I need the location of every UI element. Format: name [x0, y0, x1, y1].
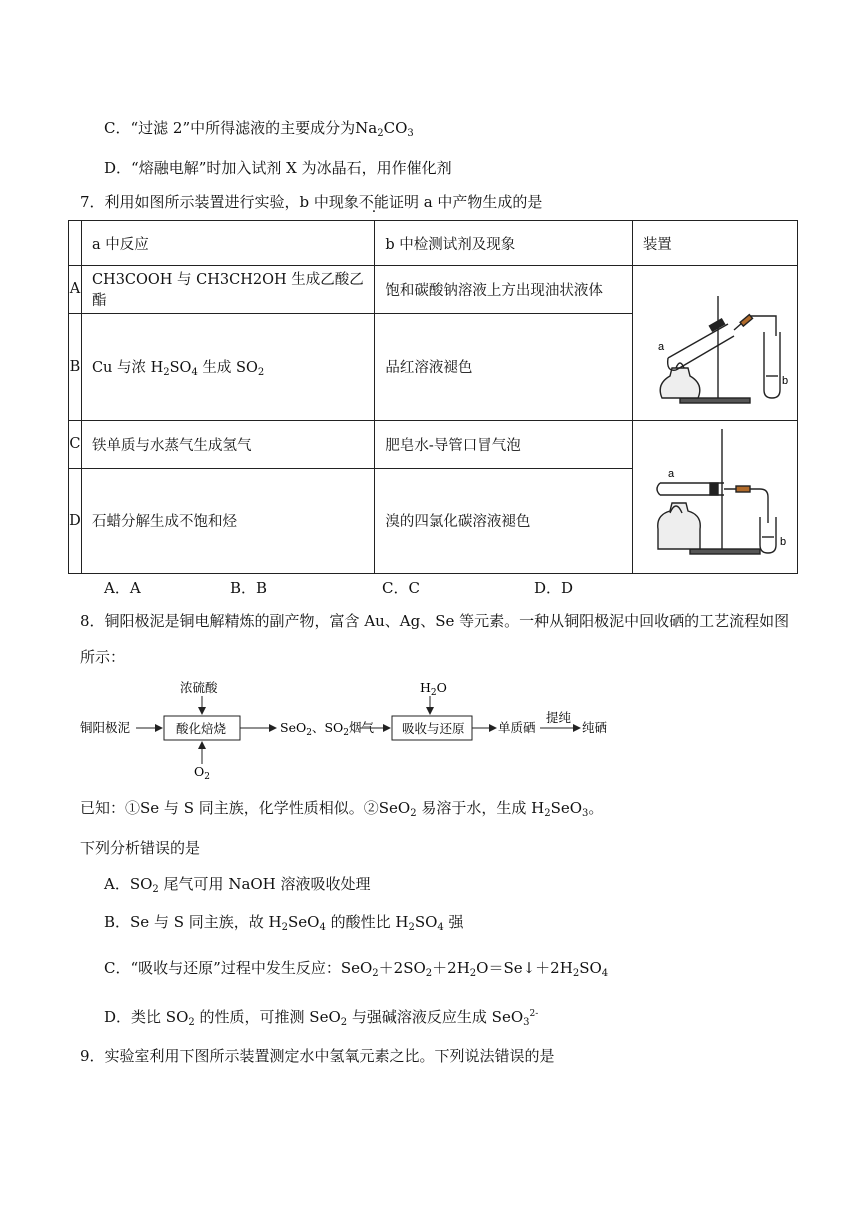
flow-box-2-label: 吸收与还原 [402, 721, 465, 736]
q8-known: 已知：①Se 与 S 同主族，化学性质相似。②SeO$_2$ 易溶于水，生成 $H_2SeO_3$。 [80, 799, 604, 819]
row-detect: 肥皂水-导管口冒气泡 [375, 421, 632, 469]
q8-option-a: A．$SO_2$ 尾气可用 NaOH 溶液吸收处理 [104, 875, 371, 895]
flow-o2: $O_2$ [194, 764, 210, 782]
flow-out-1: 单质硒 [498, 720, 536, 735]
flow-out-2: 纯硒 [582, 720, 608, 735]
q8-stem-line2: 所示： [80, 648, 126, 666]
apparatus-label-b: b [781, 375, 789, 387]
q8-option-d: D．类比 $SO_2$ 的性质，可推测 SeO$_2$ 与强碱溶液反应生成 SeO$_3^{2-}$ [104, 1008, 539, 1028]
apparatus2-label-b: b [779, 536, 787, 548]
q8-stem-line1: 8．铜阳极泥是铜电解精炼的副产物，富含 Au、Ag、Se 等元素。一种从铜阳极泥中回收硒的工艺流程如图 [80, 612, 790, 630]
q6-option-c-text: C．“过滤 2”中所得滤液的主要成分为 [104, 119, 356, 137]
apparatus-one [632, 266, 797, 421]
flow-reagent-1: 浓硫酸 [180, 680, 218, 695]
row-reaction: CH3COOH 与 CH3CH2OH 生成乙酸乙酯 [81, 266, 374, 314]
q9-stem: 9．实验室利用下图所示装置测定水中氢氧元素之比。下列说法错误的是 [80, 1047, 555, 1065]
q7-choice-c: C．C [382, 579, 420, 597]
row-detect: 品红溶液褪色 [375, 313, 632, 420]
q7-table [68, 220, 798, 574]
heating-apparatus-diagram [640, 421, 790, 569]
row-reaction: 石蜡分解生成不饱和烃 [81, 468, 374, 573]
flow-reagent-2: $H_2O$ [420, 680, 447, 698]
q7-stem-part1: 7．利用如图所示装置进行实验，b 中现象 [80, 193, 359, 211]
row-detect: 饱和碳酸钠溶液上方出现油状液体 [375, 266, 632, 314]
flow-input: 铜阳极泥 [80, 720, 131, 735]
q7-header-detect: b 中检测试剂及现象 [375, 221, 632, 266]
apparatus-label-a: a [657, 341, 665, 353]
row-reaction: Cu 与浓 $H_2SO_4$ 生成 $SO_2$ [81, 313, 374, 420]
esterification-apparatus-diagram [640, 266, 790, 416]
row-label: B [69, 313, 82, 420]
row-label: D [69, 468, 82, 573]
q7-choice-d: D．D [534, 579, 574, 597]
q8-ask: 下列分析错误的是 [80, 839, 201, 857]
table-row [69, 266, 798, 314]
q7-header-blank [69, 221, 82, 266]
q7-header-row [69, 221, 798, 266]
q8-option-c: C．“吸收与还原”过程中发生反应：$SeO_2+2SO_2+2H_2O=Se↓+2H_2SO_4$ [104, 959, 609, 979]
flow-step: 提纯 [546, 710, 572, 725]
row-detect: 溴的四氯化碳溶液褪色 [375, 468, 632, 573]
row-reaction: 铁单质与水蒸气生成氢气 [81, 421, 374, 469]
table-row [69, 421, 798, 469]
row-label: A [69, 266, 82, 314]
q7-stem-part2: 证明 a 中产物生成的是 [388, 193, 543, 211]
q7-stem-emphasis: 不能 [358, 193, 389, 211]
flow-box-1-label: 酸化焙烧 [176, 721, 227, 736]
apparatus2-label-a: a [667, 468, 675, 480]
q7-choice-b: B．B [230, 579, 268, 597]
q7-header-apparatus: 装置 [632, 221, 797, 266]
apparatus-two [632, 421, 797, 574]
q7-header-reaction: a 中反应 [81, 221, 374, 266]
q7-choice-a: A．A [104, 579, 141, 597]
flow-mid: SeO$_2$、$SO_2$烟气 [280, 720, 375, 738]
q8-option-b: B．Se 与 S 同主族，故 $H_2SeO_4$ 的酸性比 $H_2SO_4$ 强 [104, 913, 464, 933]
q6-option-d: D．“熔融电解”时加入试剂 X 为冰晶石，用作催化剂 [104, 159, 452, 177]
q8-flow-diagram [80, 676, 640, 782]
q7-stem [80, 192, 542, 212]
row-label: C [69, 421, 82, 469]
q6-option-c: C．“过滤 2”中所得滤液的主要成分为$Na_2CO_3$ [104, 119, 414, 139]
